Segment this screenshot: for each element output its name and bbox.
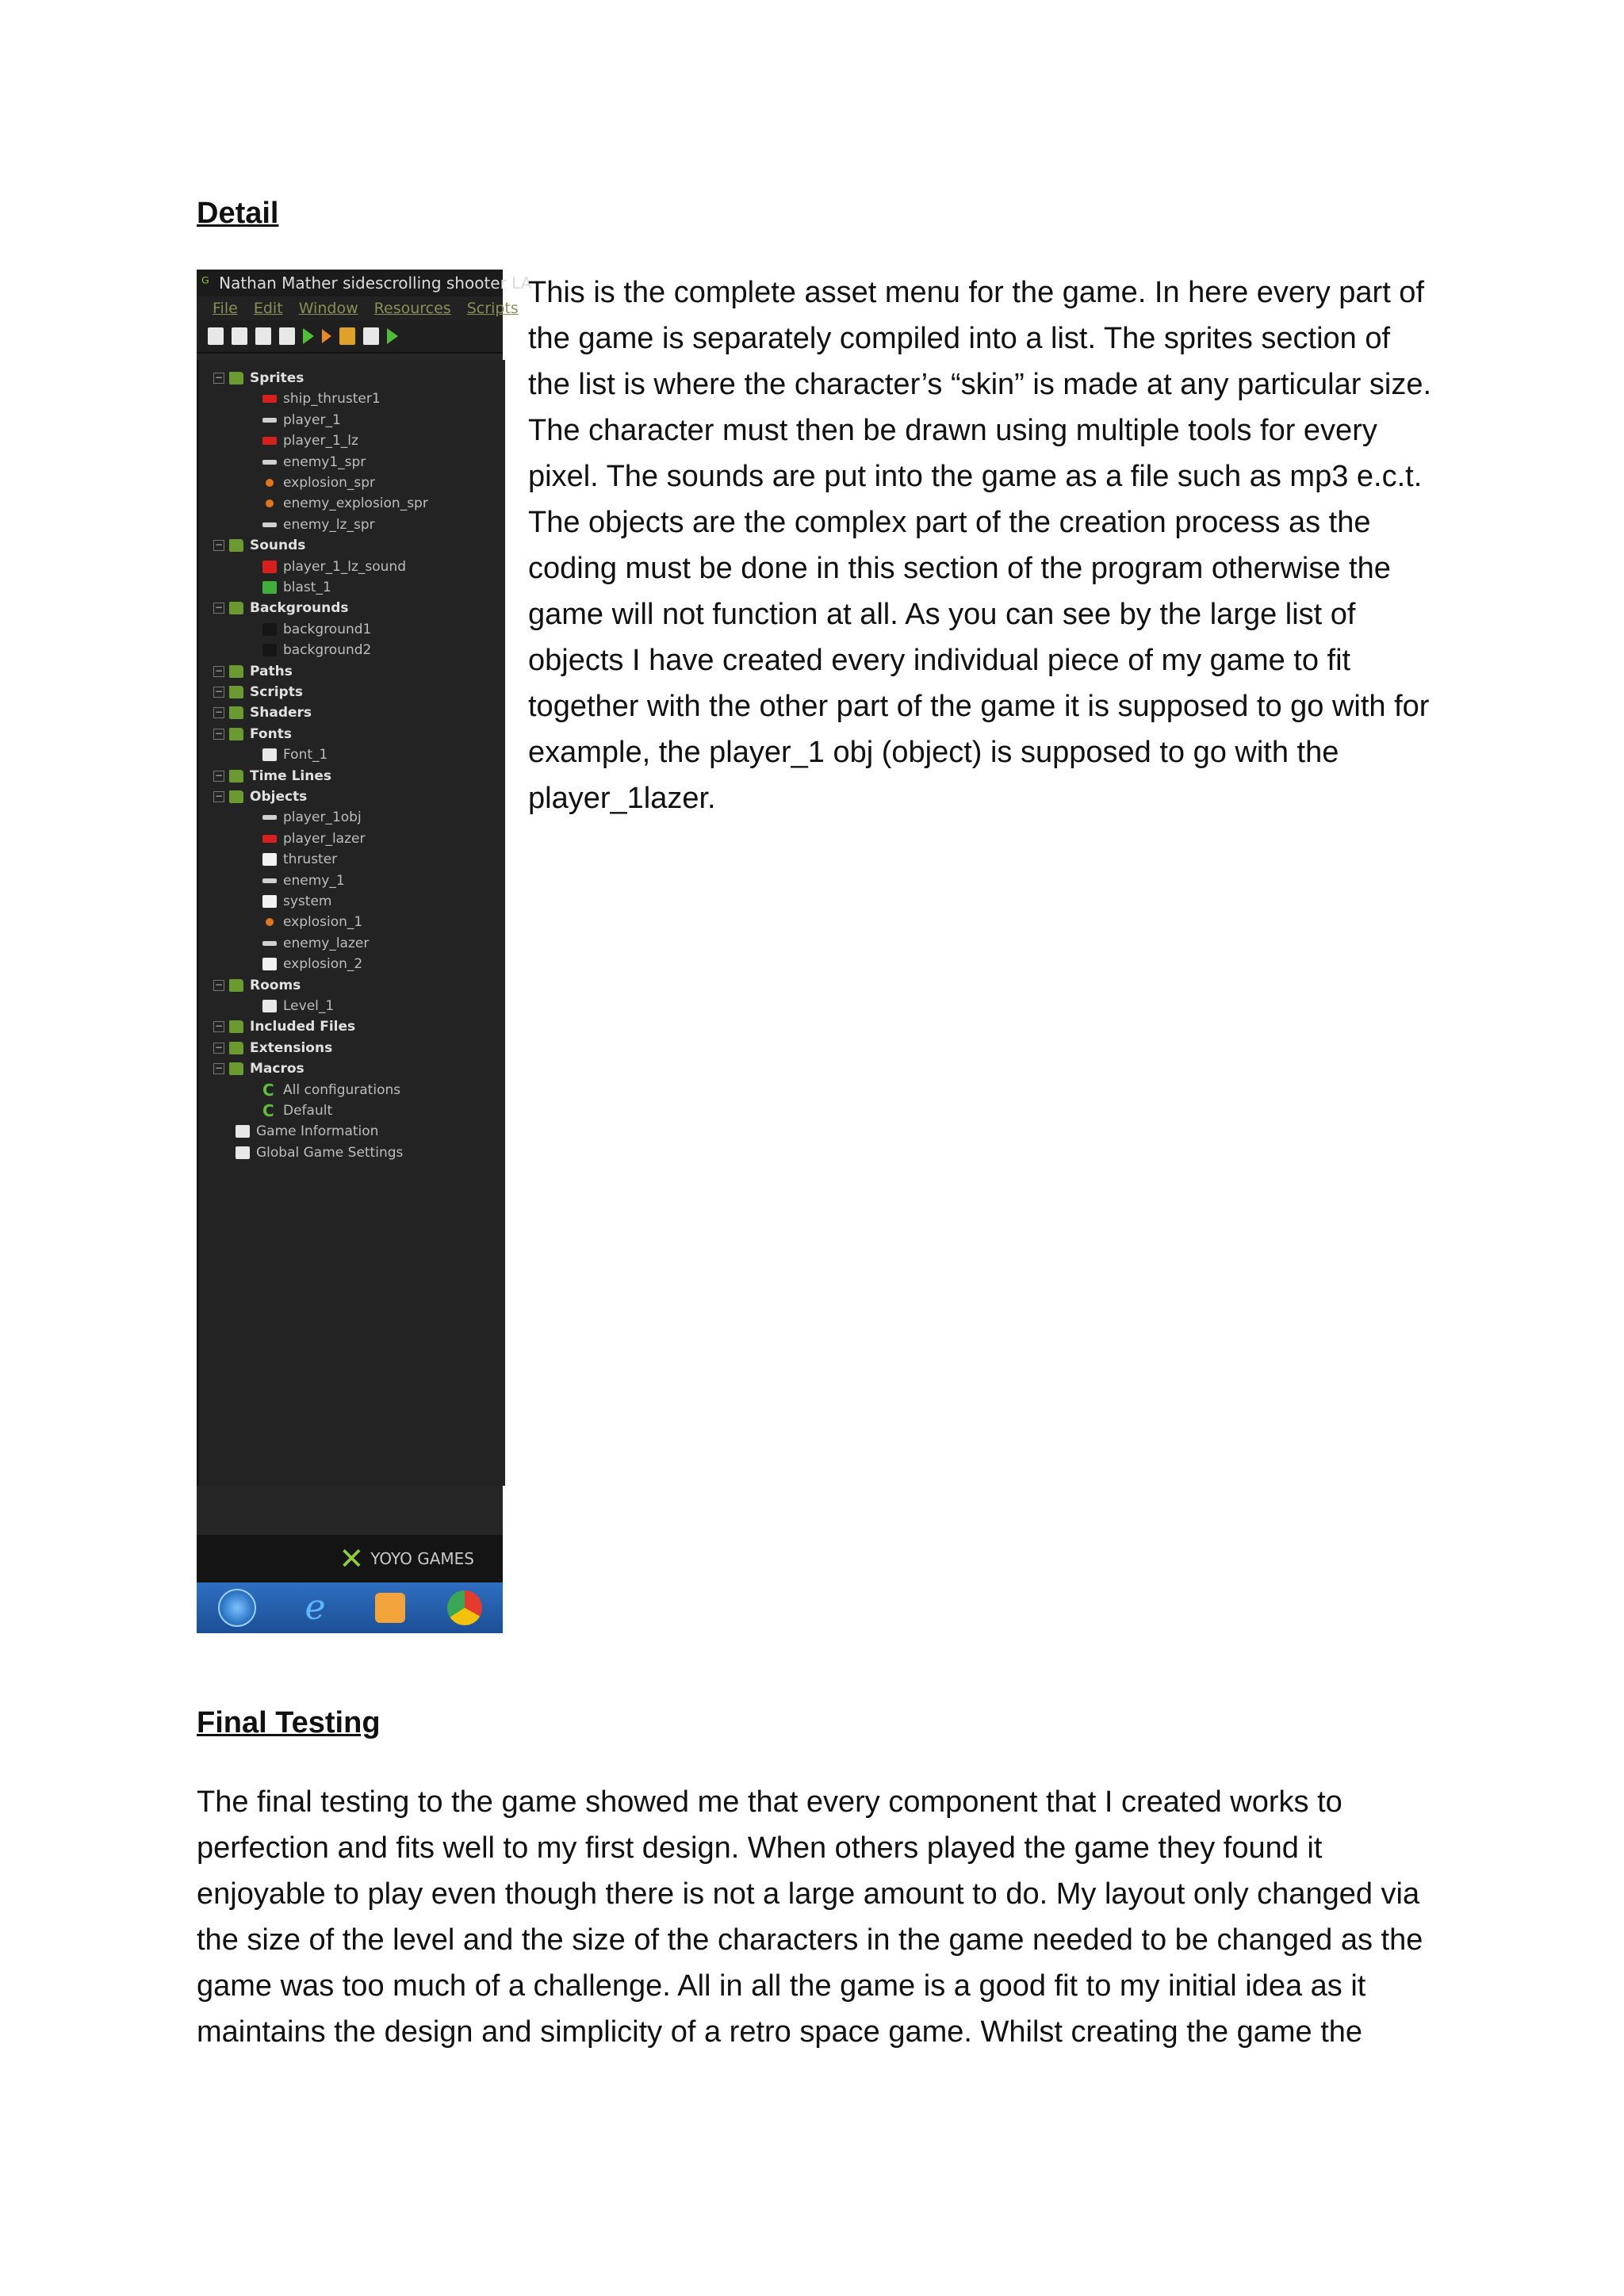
tree-item[interactable] — [262, 1100, 332, 1121]
expander-icon[interactable]: − — [214, 978, 224, 990]
tree-item[interactable] — [262, 744, 327, 765]
tree-item-label: enemy_1 — [283, 872, 345, 889]
object-icon — [262, 941, 277, 946]
expander-icon[interactable]: − — [214, 790, 224, 802]
expander-icon[interactable]: − — [214, 727, 224, 739]
stop-icon[interactable] — [339, 327, 355, 345]
folder-icon — [229, 539, 243, 552]
object-icon — [262, 853, 277, 866]
folder-icon — [229, 728, 243, 740]
folder-icon — [229, 790, 243, 803]
tree-item[interactable] — [262, 515, 375, 535]
font-icon — [262, 748, 277, 761]
save-icon[interactable] — [255, 327, 271, 345]
heading-final-testing: Final Testing — [197, 1706, 381, 1739]
expander-icon[interactable]: − — [214, 706, 224, 718]
gamemaker-logo-icon: ᴳ — [201, 274, 209, 293]
object-icon — [262, 878, 277, 883]
tree-group-scripts[interactable] — [213, 682, 303, 702]
tree-item-label: background1 — [283, 621, 372, 637]
tree-item[interactable] — [262, 493, 428, 514]
tree-item[interactable] — [262, 557, 406, 577]
start-icon[interactable] — [218, 1589, 256, 1627]
toolbar — [197, 320, 503, 354]
tree-item-label: player_1_lz_sound — [283, 558, 407, 575]
sprite-icon — [266, 499, 274, 507]
tree-item[interactable] — [262, 619, 371, 640]
sprite-icon — [262, 437, 277, 445]
tree-group-macros[interactable] — [213, 1058, 304, 1079]
debug-icon[interactable] — [322, 329, 331, 343]
sound-icon — [262, 581, 277, 594]
tree-item-label: Fonts — [250, 725, 292, 742]
menu-edit[interactable]: Edit — [253, 300, 283, 317]
tree-item-label: Time Lines — [250, 767, 331, 784]
export-icon[interactable] — [279, 327, 295, 345]
menu-scripts[interactable]: Scripts — [466, 300, 519, 317]
tree-item-label: Shaders — [250, 705, 312, 721]
chrome-icon[interactable] — [447, 1590, 482, 1625]
yoyo-logo-icon: ✕ — [339, 1541, 365, 1576]
expander-icon[interactable]: − — [214, 372, 224, 383]
tree-item-label: Included Files — [250, 1019, 356, 1035]
tree-group-objects[interactable] — [213, 786, 307, 807]
settings-icon — [236, 1146, 250, 1159]
tree-item-label: player_1 — [283, 411, 341, 428]
tree-item-label: Paths — [250, 663, 293, 679]
object-icon — [262, 958, 277, 970]
folder-icon — [229, 686, 243, 698]
object-icon — [266, 918, 274, 926]
tree-group-included-files[interactable] — [213, 1016, 355, 1037]
tree-group-sprites[interactable] — [213, 368, 304, 388]
open-file-icon[interactable] — [232, 327, 247, 345]
expander-icon[interactable]: − — [214, 664, 224, 676]
expander-icon[interactable]: − — [214, 1041, 224, 1053]
tree-item-label: explosion_2 — [283, 956, 363, 973]
folder-icon — [229, 770, 243, 783]
clean-icon[interactable] — [363, 327, 379, 345]
windows-taskbar — [197, 1582, 503, 1633]
info-icon — [236, 1125, 250, 1138]
expander-icon[interactable]: − — [214, 602, 224, 614]
sound-icon — [262, 561, 277, 573]
tree-item-label: Sprites — [250, 370, 304, 386]
tree-item-label: player_1obj — [283, 809, 362, 826]
tree-item-label: Default — [283, 1103, 333, 1119]
tree-item[interactable] — [262, 807, 362, 828]
tree-group-time-lines[interactable] — [213, 766, 331, 786]
tree-item[interactable] — [236, 1142, 403, 1163]
tree-item-label: player_lazer — [283, 830, 366, 847]
tree-item[interactable] — [262, 871, 345, 891]
expander-icon[interactable]: − — [214, 1020, 224, 1032]
tree-item-label: enemy_explosion_spr — [283, 496, 428, 512]
tree-group-fonts[interactable] — [213, 724, 292, 744]
detail-paragraph: This is the complete asset menu for the game. In here every part of the game is separately compiled into a list. The sprites section of the list is where the character’s “skin” is made at any particular size. The character must then be drawn using multiple tools for every pixel. The sounds are put into the game as a file such as mp3 e.c.t. The objects are the complex part of the creation process as the coding must be done in this section of the program otherwise the game will not function at all. As you can see by the large list of objects I have created every individual piece of my game to fit together with the other part of the game it is supposed to go with for example, the player_1 obj (object) is supposed to go with the player_1lazer. — [528, 276, 1432, 815]
tree-group-extensions[interactable] — [213, 1038, 332, 1058]
new-file-icon[interactable] — [208, 327, 224, 345]
object-icon — [262, 835, 277, 843]
menu-bar — [197, 297, 519, 320]
folder-icon — [229, 706, 243, 719]
brand-footer — [197, 1535, 503, 1582]
background-icon — [262, 623, 277, 636]
tree-item[interactable] — [262, 388, 381, 409]
tree-group-shaders[interactable] — [213, 702, 312, 723]
tree-item-label: blast_1 — [283, 580, 331, 595]
tree-item[interactable] — [236, 1121, 378, 1142]
tree-group-backgrounds[interactable] — [213, 598, 349, 618]
folder-icon — [229, 665, 243, 678]
room-icon — [262, 1000, 277, 1012]
tree-item-label: explosion_spr — [283, 475, 376, 491]
sprite-icon — [262, 460, 277, 465]
folder-icon — [229, 1062, 243, 1075]
sprite-icon — [262, 522, 277, 527]
publish-icon[interactable] — [387, 328, 398, 344]
tree-item[interactable] — [262, 452, 366, 473]
window-title-bar — [197, 270, 532, 297]
tree-item-label: thruster — [283, 851, 338, 868]
tree-item[interactable] — [262, 473, 375, 493]
tree-item[interactable] — [262, 849, 337, 870]
tree-item-label: Macros — [250, 1061, 304, 1077]
tree-item-label: Font_1 — [283, 747, 328, 763]
media-player-icon[interactable] — [375, 1593, 405, 1623]
tree-item[interactable] — [262, 891, 331, 912]
window-title: Nathan Mather sidescrolling shooter LA — [219, 274, 532, 293]
tree-item[interactable] — [262, 912, 362, 932]
expander-icon[interactable]: − — [214, 1062, 224, 1074]
tree-item-label: All configurations — [283, 1081, 401, 1098]
menu-resources[interactable]: Resources — [373, 300, 451, 317]
tree-item-label: enemy_lz_spr — [283, 516, 375, 533]
object-icon — [262, 815, 277, 820]
tree-item-label: Scripts — [250, 684, 303, 700]
tree-group-paths[interactable] — [213, 661, 293, 682]
folder-icon — [229, 1020, 243, 1033]
tree-item-label: Level_1 — [283, 998, 335, 1014]
tree-item-label: explosion_1 — [283, 914, 363, 931]
tree-item-label: system — [283, 894, 332, 909]
tree-group-rooms[interactable] — [213, 975, 301, 996]
folder-icon — [229, 372, 243, 385]
macro-icon: C — [262, 1101, 274, 1120]
brand-text: YOYO GAMES — [370, 1549, 474, 1568]
tree-item-label: Extensions — [250, 1039, 333, 1056]
sprite-icon — [262, 418, 277, 423]
expander-icon[interactable]: − — [214, 686, 224, 697]
tree-item[interactable] — [262, 828, 365, 849]
object-icon — [262, 895, 277, 908]
tree-item-label: Objects — [250, 789, 308, 805]
menu-file[interactable]: File — [213, 300, 238, 317]
tree-item[interactable] — [262, 933, 369, 954]
menu-window[interactable]: Window — [298, 300, 358, 317]
tree-item[interactable] — [262, 640, 371, 660]
tree-item-label: enemy1_spr — [283, 453, 366, 470]
tree-item[interactable] — [262, 954, 362, 974]
tree-group-sounds[interactable] — [213, 535, 305, 556]
resource-tree — [197, 360, 505, 1486]
tree-item-label: Sounds — [250, 538, 306, 554]
tree-item[interactable] — [262, 577, 331, 598]
tree-item-label: ship_thruster1 — [283, 391, 381, 408]
tree-item-label: Global Game Settings — [256, 1144, 404, 1161]
tree-item[interactable] — [262, 430, 358, 451]
expander-icon[interactable]: − — [214, 769, 224, 781]
folder-icon — [229, 1042, 243, 1054]
tree-item-label: background2 — [283, 642, 372, 659]
tree-item-label: enemy_lazer — [283, 935, 370, 951]
folder-icon — [229, 602, 243, 614]
sprite-icon — [266, 479, 274, 487]
macro-icon: C — [262, 1080, 274, 1100]
heading-detail: Detail — [197, 197, 279, 230]
tree-item[interactable] — [262, 410, 341, 430]
tree-item[interactable] — [262, 996, 334, 1016]
folder-icon — [229, 979, 243, 992]
sprite-icon — [262, 395, 277, 403]
tree-item-label: Game Information — [256, 1123, 379, 1140]
background-icon — [262, 644, 277, 656]
tree-item[interactable] — [262, 1080, 400, 1100]
tree-item-label: Backgrounds — [250, 600, 349, 617]
expander-icon[interactable]: − — [214, 539, 224, 551]
tree-item-label: Rooms — [250, 977, 301, 993]
tree-item-label: player_1_lz — [283, 433, 358, 450]
asset-menu-screenshot — [197, 270, 532, 1633]
final-testing-paragraph: The final testing to the game showed me that every component that I created works to perfection and fits well to my first design. When others played the game they found it enjoyable to play even though there is not a large amount to do. My layout only changed via the size of the level and the size of the characters in the game needed to be changed as the game was too much of a challenge. All in all the game is a good fit to my initial idea as it maintains the design and simplicity of a retro space game. Whilst creating the game the — [197, 1785, 1423, 2049]
internet-explorer-icon[interactable]: e — [304, 1587, 326, 1628]
run-icon[interactable] — [303, 328, 314, 344]
